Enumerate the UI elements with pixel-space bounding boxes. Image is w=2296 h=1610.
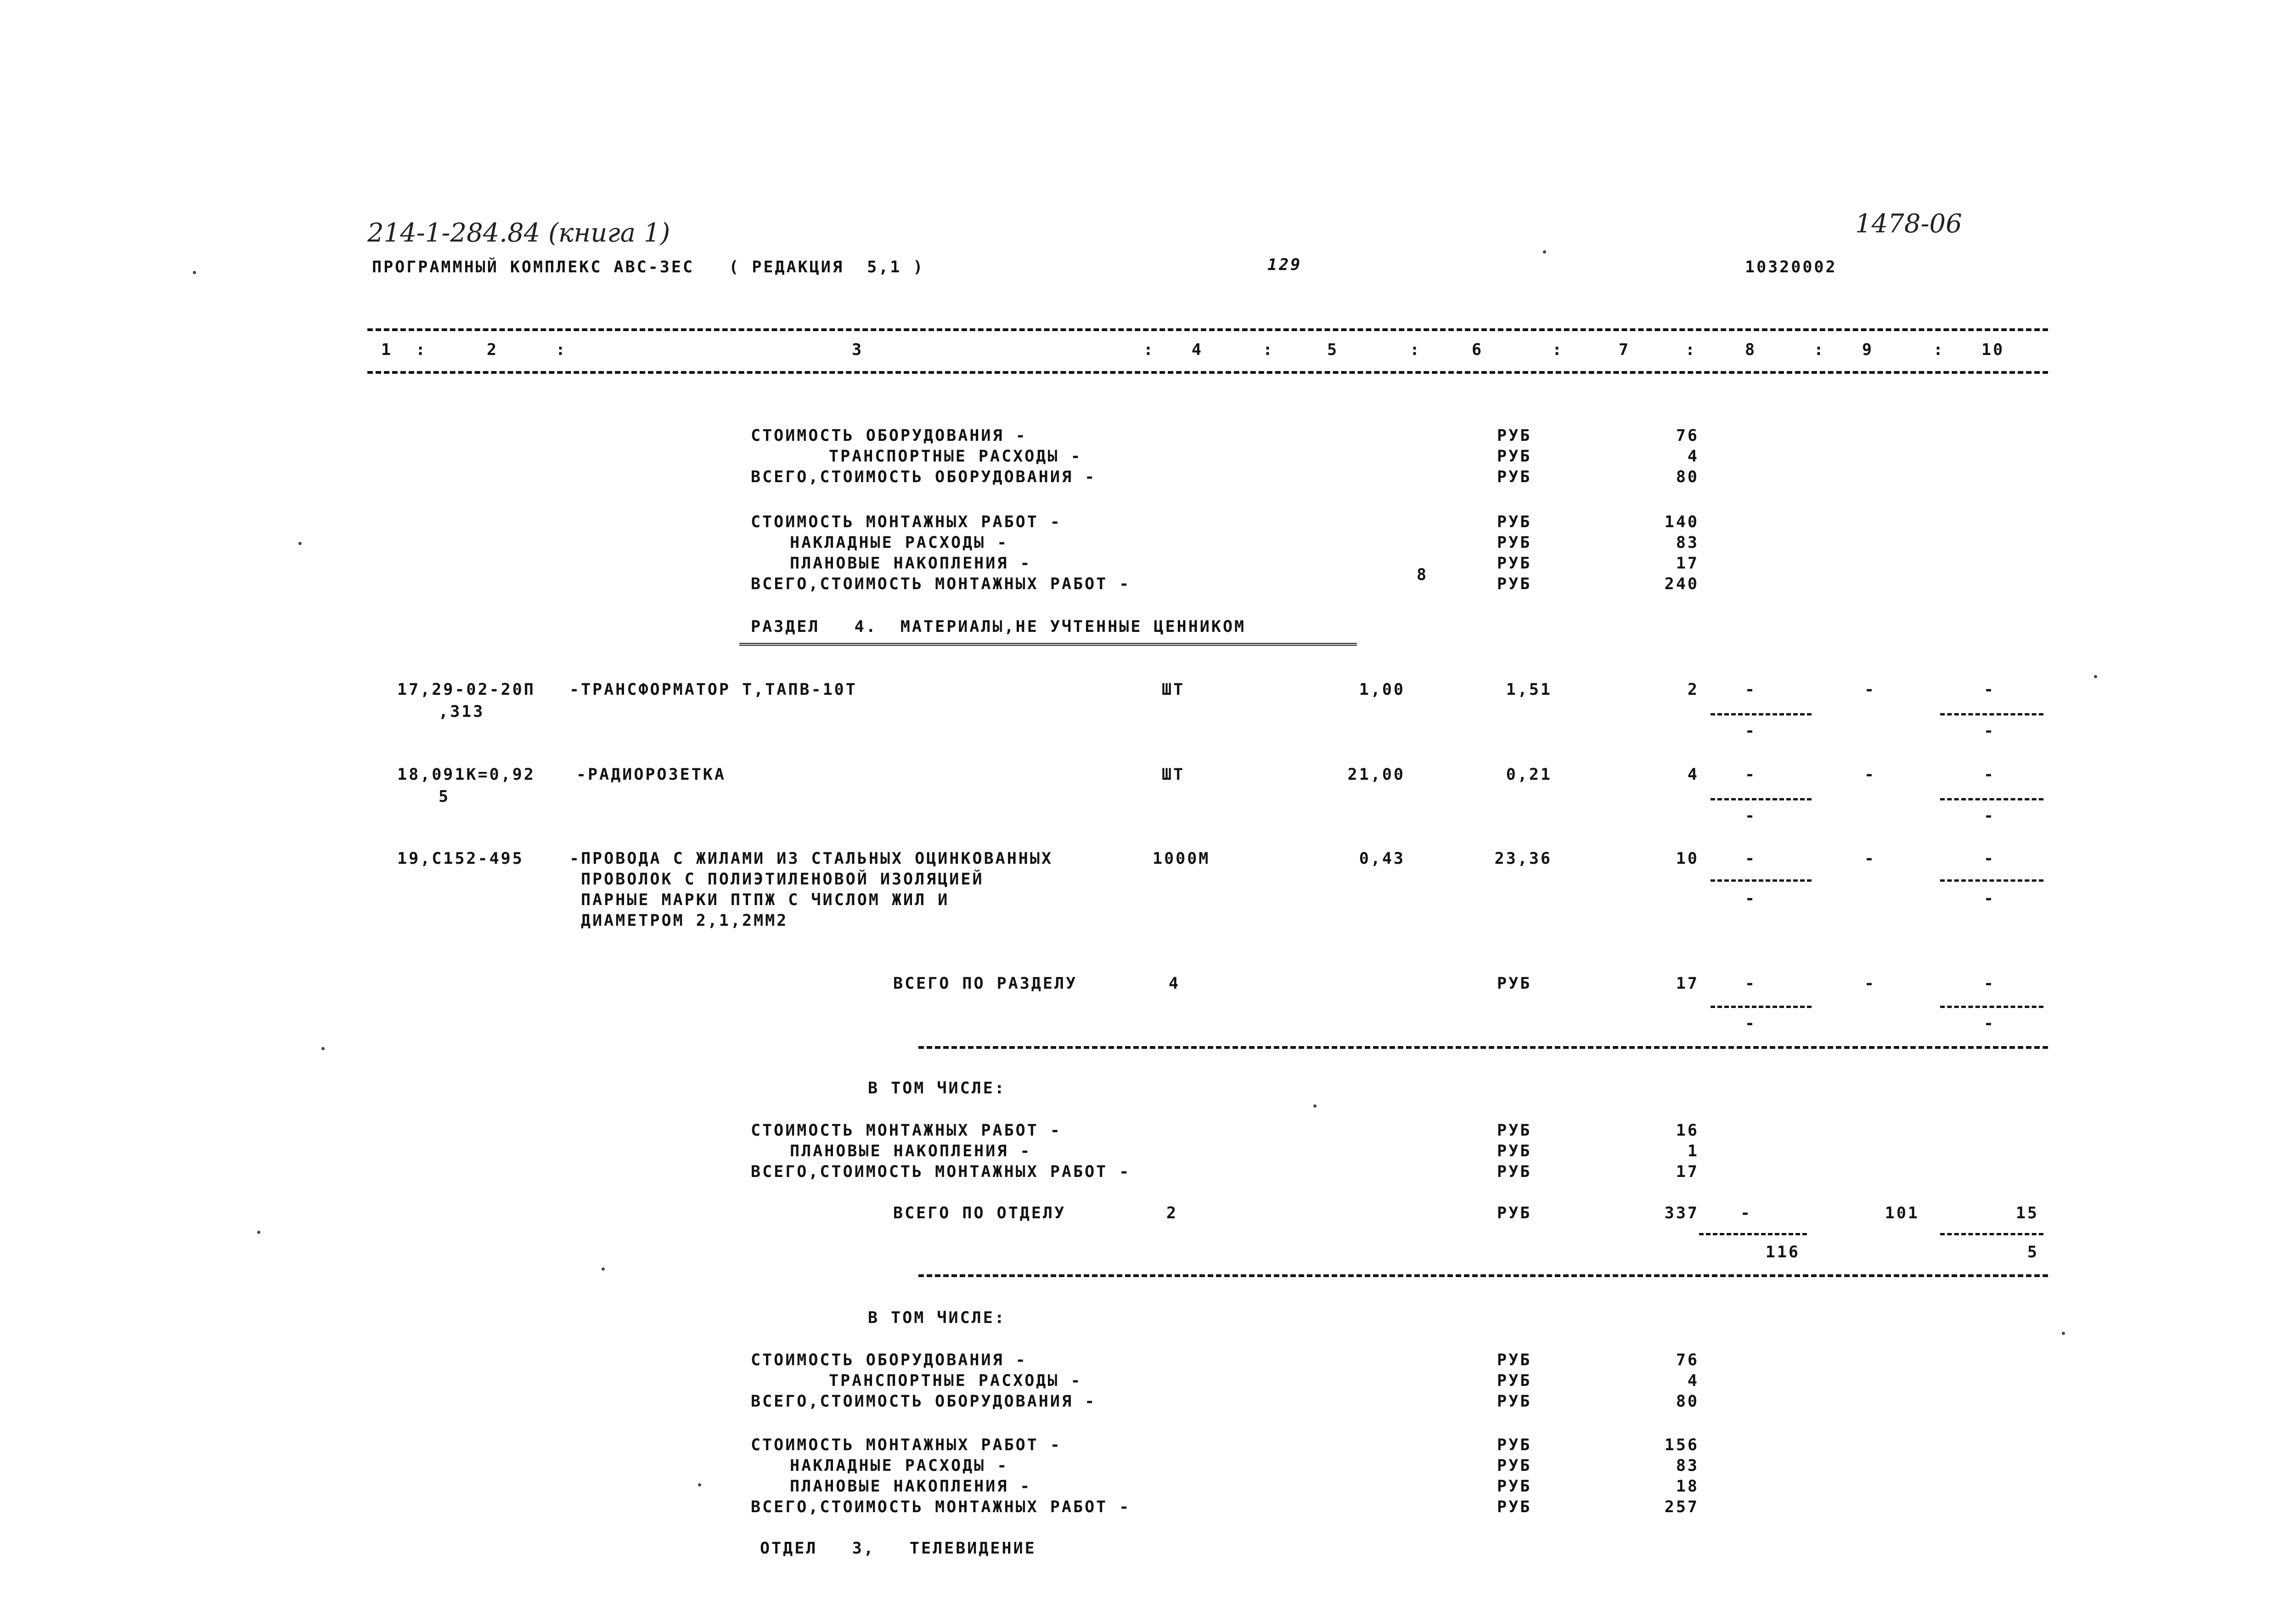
total-value: 337 [1664,1204,1699,1222]
col10-cell: - [1984,974,1996,993]
total-cell: 4 [1687,766,1699,784]
price-cell: 23,36 [1494,850,1552,868]
column-number: 10 [1981,341,2005,359]
price-cell: 1,51 [1506,681,1552,699]
summary-label: СТОИМОСТЬ МОНТАЖНЫХ РАБОТ - [751,1121,1062,1140]
unit-cell: РУБ [1497,513,1532,531]
column-number: 3 [852,341,864,359]
value-cell: 76 [1676,427,1699,445]
col8-cell: - [1745,974,1757,993]
unit-cell: РУБ [1497,1142,1532,1160]
summary-label: ТРАНСПОРТНЫЕ РАСХОДЫ - [829,447,1082,466]
col10-sub-cell: 5 [2027,1243,2039,1261]
department-total-rule [918,1274,2048,1277]
subtotal-rule [1699,1233,1807,1235]
section-total-rule [918,1046,2048,1049]
subtotal-rule [1711,713,1812,715]
col8-sub-cell: 116 [1765,1243,1800,1261]
scan-speck [1543,250,1546,253]
value-cell: 17 [1676,554,1699,573]
col10-cell: 15 [2015,1204,2039,1222]
scan-speck [193,271,196,274]
summary-label: ВСЕГО,СТОИМОСТЬ ОБОРУДОВАНИЯ - [751,468,1097,486]
value-cell: 83 [1676,534,1699,552]
col8-cell: - [1745,766,1757,784]
item-description: ПРОВОЛОК С ПОЛИЭТИЛЕНОВОЙ ИЗОЛЯЦИЕЙ [581,870,984,889]
value-cell: 240 [1664,575,1699,593]
item-code: 19,С152-495 [397,850,524,868]
column-separator: : [1814,341,1826,359]
scan-speck [321,1047,325,1050]
total-label: ВСЕГО ПО ОТДЕЛУ [893,1204,1066,1222]
unit-cell: РУБ [1497,1457,1532,1475]
item-description: ПАРНЫЕ МАРКИ ПТПЖ С ЧИСЛОМ ЖИЛ И [581,891,950,909]
column-separator: : [1143,341,1155,359]
page-number: 129 [1267,256,1302,274]
column-separator: : [1933,341,1945,359]
col9-cell: - [1864,681,1876,699]
unit-cell: РУБ [1497,974,1532,993]
summary-label: ТРАНСПОРТНЫЕ РАСХОДЫ - [829,1372,1082,1390]
column-separator: : [556,341,568,359]
unit-cell: РУБ [1497,534,1532,552]
summary-label: ВСЕГО,СТОИМОСТЬ МОНТАЖНЫХ РАБОТ - [751,1163,1131,1181]
col10-sub-cell: - [1984,1014,1996,1033]
program-title: ПРОГРАММНЫЙ КОМПЛЕКС АВС-ЗЕС ( РЕДАКЦИЯ 5,1 ) [372,258,925,276]
col10-sub-cell: - [1984,722,1996,740]
total-number: 4 [1169,974,1181,993]
unit-cell: РУБ [1497,1372,1532,1390]
subtotal-rule [1711,1006,1812,1008]
unit-cell: РУБ [1497,575,1532,593]
col10-sub-cell: - [1984,807,1996,825]
value-cell: 140 [1664,513,1699,531]
unit-cell: РУБ [1497,1392,1532,1411]
col10-cell: - [1984,850,1996,868]
column-separator: : [1685,341,1697,359]
unit-cell: 1000М [1153,850,1210,868]
summary-label: СТОИМОСТЬ МОНТАЖНЫХ РАБОТ - [751,1436,1062,1454]
col9-cell: 101 [1885,1204,1919,1222]
total-cell: 2 [1687,681,1699,699]
col8-sub-cell: - [1745,889,1757,908]
total-label: ВСЕГО ПО РАЗДЕЛУ [893,974,1078,993]
col10-sub-cell: - [1984,889,1996,908]
column-number: 7 [1619,341,1631,359]
price-cell: 0,21 [1506,766,1552,784]
column-separator: : [416,341,428,359]
section-heading-underline [739,643,1357,646]
summary-label: СТОИМОСТЬ МОНТАЖНЫХ РАБОТ - [751,513,1062,531]
item-code-suffix: 5 [439,788,450,806]
subtotal-rule [1940,798,2043,800]
quantity-cell: 21,00 [1347,766,1405,784]
total-value: 17 [1676,974,1699,993]
unit-cell: РУБ [1497,447,1532,466]
section-heading: РАЗДЕЛ 4. МАТЕРИАЛЫ,НЕ УЧТЕННЫЕ ЦЕННИКОМ [751,618,1246,636]
scan-speck [257,1231,260,1234]
value-cell: 18 [1676,1477,1699,1496]
value-cell: 76 [1676,1351,1699,1369]
item-code-suffix: ,313 [439,703,485,721]
header-bottom-rule [367,371,2048,374]
column-number: 6 [1472,341,1484,359]
summary-label: НАКЛАДНЫЕ РАСХОДЫ - [790,1457,1009,1475]
header-top-rule [367,328,2048,331]
scan-speck [602,1267,605,1271]
unit-cell: РУБ [1497,1204,1532,1222]
summary-label: ПЛАНОВЫЕ НАКОПЛЕНИЯ - [790,1477,1032,1496]
unit-cell: ШТ [1162,766,1185,784]
including-title: В ТОМ ЧИСЛЕ: [868,1079,1006,1098]
archive-stamp: 1478-06 [1855,209,1962,239]
column-number: 2 [487,341,499,359]
summary-label: ВСЕГО,СТОИМОСТЬ ОБОРУДОВАНИЯ - [751,1392,1097,1411]
value-cell: 4 [1687,1372,1699,1390]
value-cell: 80 [1676,468,1699,486]
summary-label: ВСЕГО,СТОИМОСТЬ МОНТАЖНЫХ РАБОТ - [751,575,1131,593]
summary-label: НАКЛАДНЫЕ РАСХОДЫ - [790,534,1009,552]
col8-sub-cell: - [1745,1014,1757,1033]
total-number: 2 [1166,1204,1178,1222]
including-title: В ТОМ ЧИСЛЕ: [868,1309,1006,1327]
quantity-cell: 1,00 [1359,681,1405,699]
scan-speck [2062,1332,2065,1335]
col8-sub-cell: - [1745,722,1757,740]
item-code: 18,091К=0,92 [397,766,535,784]
item-description: -РАДИОРОЗЕТКА [576,766,726,784]
scan-speck [2094,675,2097,678]
col9-cell: - [1864,850,1876,868]
unit-cell: РУБ [1497,1477,1532,1496]
col8-sub-cell: - [1745,807,1757,825]
col8-cell: - [1745,850,1757,868]
col9-cell: - [1864,974,1876,993]
summary-label: СТОИМОСТЬ ОБОРУДОВАНИЯ - [751,427,1027,445]
total-cell: 10 [1676,850,1699,868]
value-cell: 17 [1676,1163,1699,1181]
subtotal-rule [1940,1233,2043,1235]
column-number: 8 [1745,341,1757,359]
value-cell: 16 [1676,1121,1699,1140]
column-number: 9 [1862,341,1874,359]
value-cell: 257 [1664,1498,1699,1516]
scan-speck [698,1483,701,1486]
column-separator: : [1410,341,1422,359]
value-cell: 156 [1664,1436,1699,1454]
col9-cell: - [1864,766,1876,784]
summary-label: ПЛАНОВЫЕ НАКОПЛЕНИЯ - [790,1142,1032,1160]
subtotal-rule [1711,879,1812,882]
item-description: -ТРАНСФОРМАТОР Т,ТАПВ-10Т [569,681,857,699]
item-description: ДИАМЕТРОМ 2,1,2ММ2 [581,912,788,930]
item-description: -ПРОВОДА С ЖИЛАМИ ИЗ СТАЛЬНЫХ ОЦИНКОВАННЫХ [569,850,1053,868]
item-code: 17,29-02-20П [397,681,535,699]
unit-cell: РУБ [1497,1498,1532,1516]
unit-cell: РУБ [1497,1351,1532,1369]
unit-cell: РУБ [1497,554,1532,573]
document-reference: 214-1-284.84 (книга 1) [367,218,670,248]
value-cell: 4 [1687,447,1699,466]
value-cell: 1 [1687,1142,1699,1160]
column-number: 5 [1327,341,1339,359]
summary-label: ПЛАНОВЫЕ НАКОПЛЕНИЯ - [790,554,1032,573]
quantity-cell: 0,43 [1359,850,1405,868]
subtotal-rule [1711,798,1812,800]
department-heading: ОТДЕЛ 3, ТЕЛЕВИДЕНИЕ [760,1539,1036,1558]
col8-cell: - [1745,681,1757,699]
summary-label: СТОИМОСТЬ ОБОРУДОВАНИЯ - [751,1351,1027,1369]
unit-cell: РУБ [1497,1436,1532,1454]
column-separator: : [1263,341,1275,359]
subtotal-rule [1940,879,2043,882]
column-number: 1 [381,341,393,359]
subtotal-rule [1940,713,2043,715]
col10-cell: - [1984,681,1996,699]
unit-cell: ШТ [1162,681,1185,699]
col10-cell: - [1984,766,1996,784]
document-code: 10320002 [1745,258,1837,276]
stray-mark: 8 [1417,566,1429,584]
unit-cell: РУБ [1497,1163,1532,1181]
column-separator: : [1552,341,1564,359]
unit-cell: РУБ [1497,1121,1532,1140]
column-number: 4 [1192,341,1204,359]
value-cell: 83 [1676,1457,1699,1475]
value-cell: 80 [1676,1392,1699,1411]
unit-cell: РУБ [1497,427,1532,445]
summary-label: ВСЕГО,СТОИМОСТЬ МОНТАЖНЫХ РАБОТ - [751,1498,1131,1516]
col8-cell: - [1740,1204,1752,1222]
unit-cell: РУБ [1497,468,1532,486]
subtotal-rule [1940,1006,2043,1008]
scan-speck [1313,1104,1317,1108]
scan-speck [298,542,302,545]
